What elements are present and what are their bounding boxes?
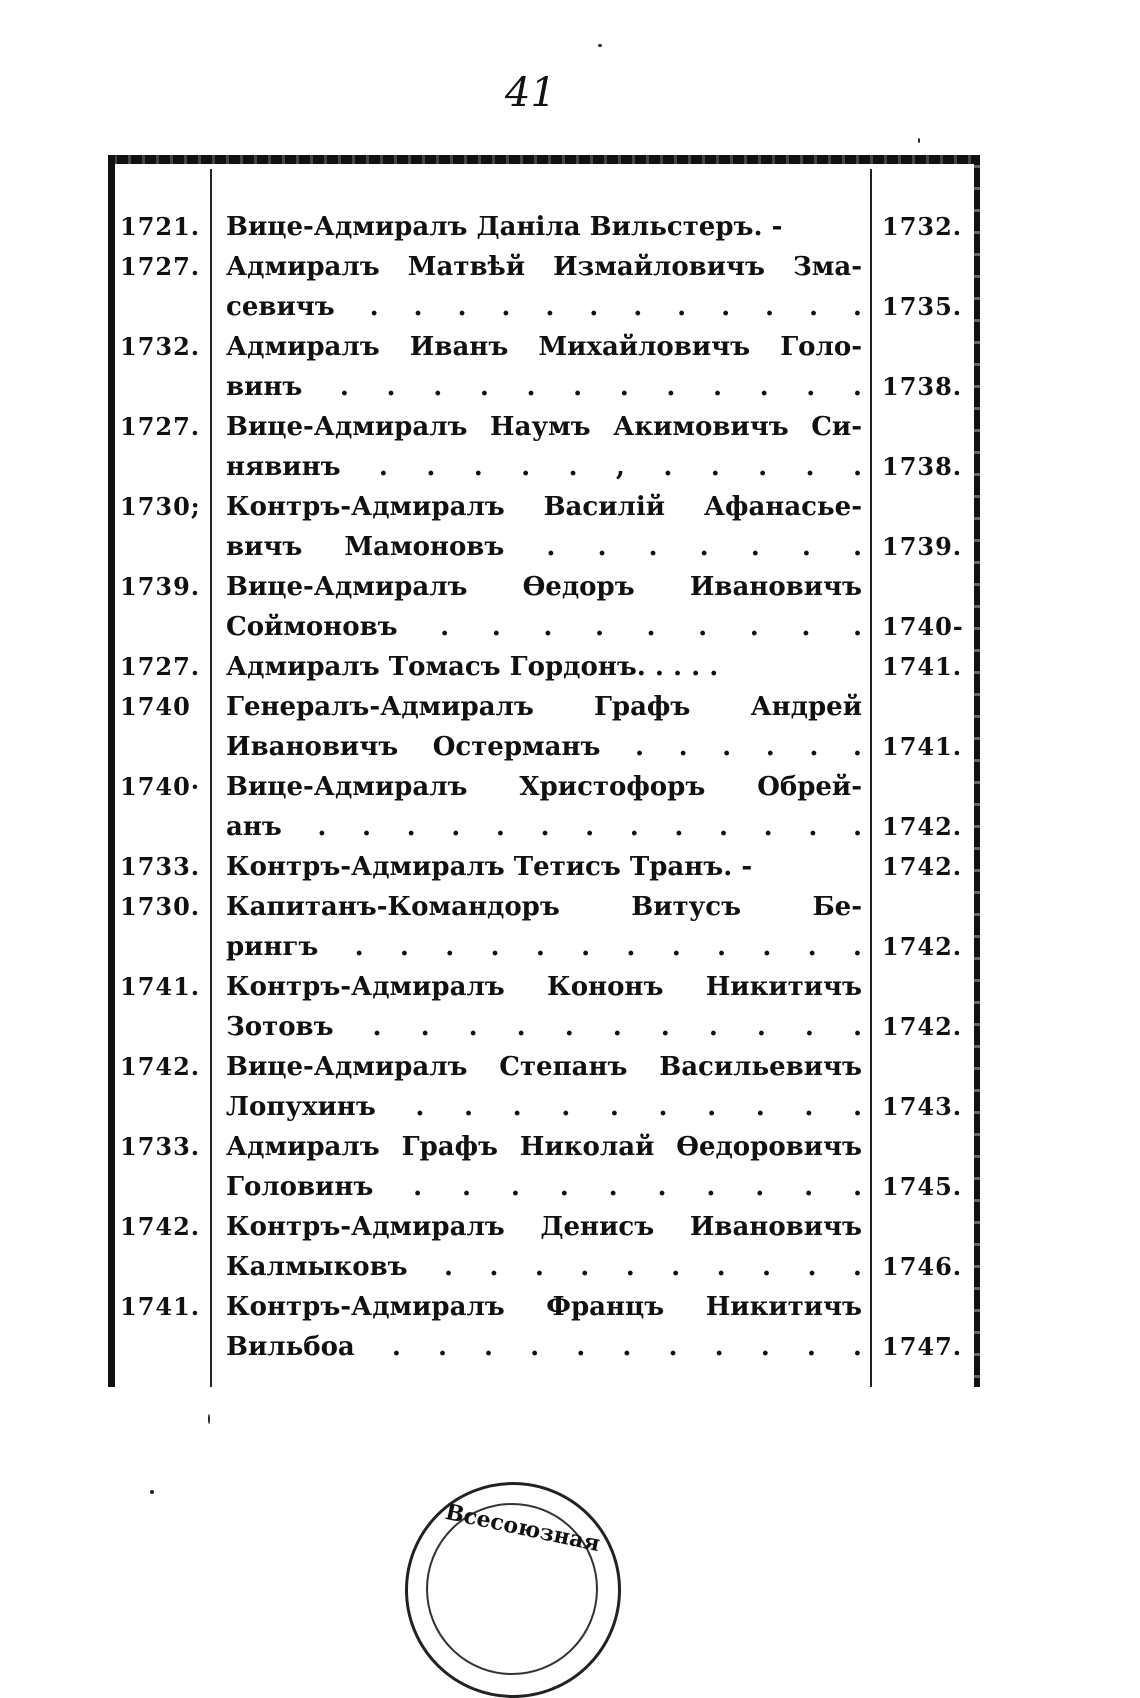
start-year: 1732. <box>120 332 201 361</box>
start-year: 1727. <box>120 252 201 281</box>
table-row <box>108 327 980 407</box>
start-year: 1740 <box>120 692 191 721</box>
entry-text-line: анъ . . . . . . . . . . . . . <box>226 812 862 842</box>
entry-text-line: Вильбоа . . . . . . . . . . . <box>226 1332 862 1362</box>
entry-text-line: Вице-Адмиралъ Ѳедоръ Ивановичъ <box>226 572 862 602</box>
start-year: 1721. <box>120 212 201 241</box>
start-year: 1730; <box>120 492 201 521</box>
entry-text-line: Калмыковъ . . . . . . . . . . <box>226 1252 862 1282</box>
library-stamp <box>405 1482 621 1698</box>
entry-text-line: Контръ-Адмиралъ Францъ Никитичъ <box>226 1292 862 1322</box>
table-row <box>108 767 980 847</box>
table-row <box>108 847 980 887</box>
entry-text-line: Вице-Адмиралъ Христофоръ Обрей- <box>226 772 862 802</box>
end-year: 1742. <box>882 932 963 961</box>
table-row <box>108 887 980 967</box>
table-row <box>108 967 980 1047</box>
top-ornamental-rule <box>108 155 980 164</box>
entry-text-line: Лопухинъ . . . . . . . . . . <box>226 1092 862 1122</box>
start-year: 1742. <box>120 1052 201 1081</box>
entry-text-line: Вице-Адмиралъ Степанъ Васильевичъ <box>226 1052 862 1082</box>
entry-text-line: Генералъ-Адмиралъ Графъ Андрей <box>226 692 862 722</box>
end-year: 1742. <box>882 1012 963 1041</box>
scan-speck <box>918 138 920 143</box>
end-year: 1741. <box>882 732 963 761</box>
end-year: 1735. <box>882 292 963 321</box>
end-year: 1746. <box>882 1252 963 1281</box>
table-row <box>108 687 980 767</box>
stamp-text: Всесоюзная <box>443 1498 603 1558</box>
start-year: 1741. <box>120 972 201 1001</box>
table-row <box>108 1207 980 1287</box>
start-year: 1733. <box>120 1132 201 1161</box>
entry-text-line: Контръ-Адмиралъ Тетисъ Транъ. - <box>226 852 753 882</box>
scan-speck <box>598 44 602 47</box>
start-year: 1733. <box>120 852 201 881</box>
table-row <box>108 647 980 687</box>
start-year: 1740· <box>120 772 201 801</box>
entry-text-line: Зотовъ . . . . . . . . . . . <box>226 1012 862 1042</box>
start-year: 1742. <box>120 1212 201 1241</box>
entry-text-line: Адмиралъ Иванъ Михайловичъ Голо- <box>226 332 862 362</box>
table-row <box>108 207 980 247</box>
start-year: 1730. <box>120 892 201 921</box>
start-year: 1727. <box>120 412 201 441</box>
entry-text-line: Контръ-Адмиралъ Кононъ Никитичъ <box>226 972 862 1002</box>
table-row <box>108 567 980 647</box>
end-year: 1732. <box>882 212 963 241</box>
end-year: 1740- <box>882 612 964 641</box>
end-year: 1742. <box>882 812 963 841</box>
table-row <box>108 1287 980 1367</box>
start-year: 1727. <box>120 652 201 681</box>
entry-text-line: вичъ Мамоновъ . . . . . . . <box>226 532 862 562</box>
end-year: 1742. <box>882 852 963 881</box>
scan-speck <box>208 1414 210 1424</box>
scan-speck <box>150 1490 154 1494</box>
end-year: 1738. <box>882 372 963 401</box>
table-row <box>108 1127 980 1207</box>
admirals-table <box>108 155 980 1387</box>
entry-text-line: Ивановичъ Остерманъ . . . . . . <box>226 732 862 762</box>
table-row <box>108 247 980 327</box>
entry-text-line: Вице-Адмиралъ Наумъ Акимовичъ Си- <box>226 412 862 442</box>
entry-text-line: Капитанъ-Командоръ Витусъ Бе- <box>226 892 862 922</box>
entry-text-line: Адмиралъ Матвѣй Измайловичъ Зма- <box>226 252 862 282</box>
start-year: 1741. <box>120 1292 201 1321</box>
table-row <box>108 407 980 487</box>
entry-text-line: Адмиралъ Томасъ Гордонъ. . . . . <box>226 652 719 682</box>
entry-text-line: Контръ-Адмиралъ Денисъ Ивановичъ <box>226 1212 862 1242</box>
end-year: 1747. <box>882 1332 963 1361</box>
entry-text-line: Адмиралъ Графъ Николай Ѳедоровичъ <box>226 1132 862 1162</box>
table-row <box>108 487 980 567</box>
entry-text-line: Головинъ . . . . . . . . . . <box>226 1172 862 1202</box>
entry-text-line: рингъ . . . . . . . . . . . . <box>226 932 862 962</box>
end-year: 1738. <box>882 452 963 481</box>
entries-list <box>108 207 980 1367</box>
end-year: 1739. <box>882 532 963 561</box>
entry-text-line: Вице-Адмиралъ Даніла Вильстеръ. - <box>226 212 783 242</box>
start-year: 1739. <box>120 572 201 601</box>
entry-text-line: Контръ-Адмиралъ Василій Афанасье- <box>226 492 862 522</box>
table-row <box>108 1047 980 1127</box>
page-number: 41 <box>505 70 556 116</box>
entry-text-line: винъ . . . . . . . . . . . . <box>226 372 862 402</box>
entry-text-line: севичъ . . . . . . . . . . . . <box>226 292 862 322</box>
end-year: 1745. <box>882 1172 963 1201</box>
end-year: 1743. <box>882 1092 963 1121</box>
entry-text-line: нявинъ . . . . . , . . . . . <box>226 452 862 482</box>
end-year: 1741. <box>882 652 963 681</box>
entry-text-line: Соймоновъ . . . . . . . . . <box>226 612 862 642</box>
